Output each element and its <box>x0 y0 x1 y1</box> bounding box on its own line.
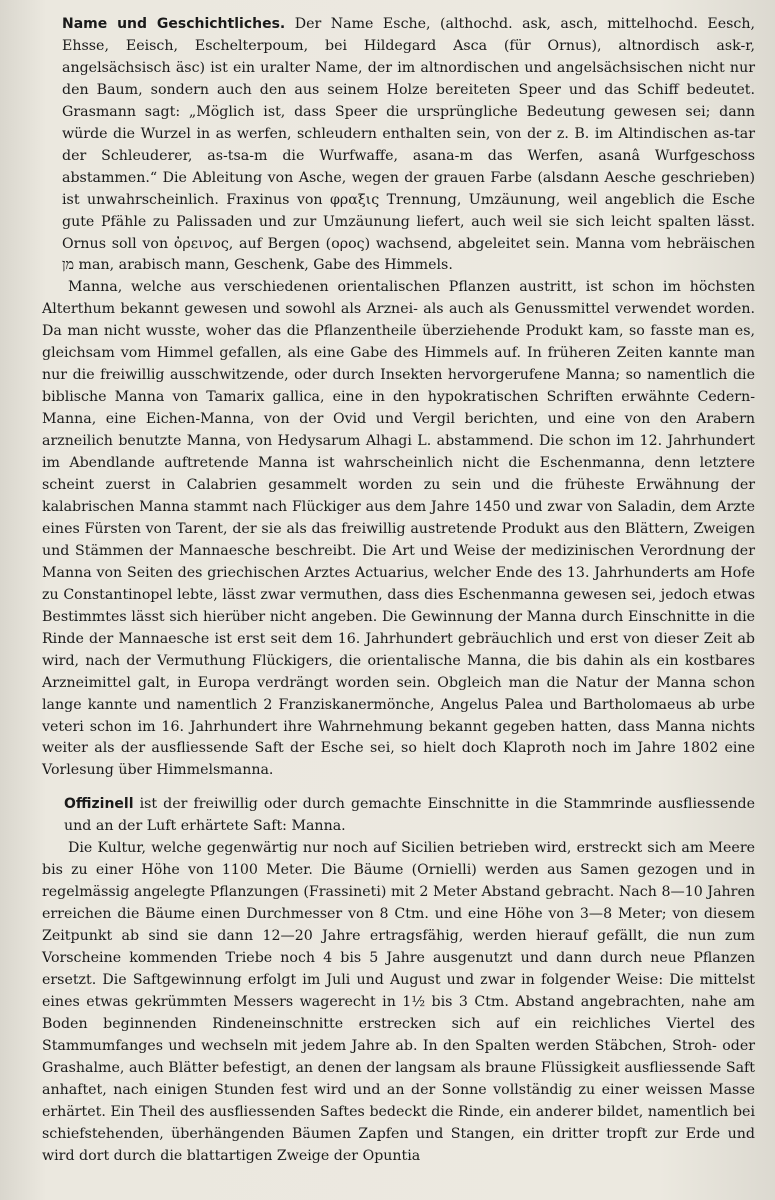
paragraph-offizinell <box>42 794 755 838</box>
paragraph-manna-history <box>42 277 755 782</box>
paragraph-name-history <box>42 14 755 277</box>
paragraph-text: Die Kultur, welche gegenwärtig nur noch auf Sicilien betrieben wird, erstreckt sich am Meere bis zu einer Höhe von 1100 Meter. Die Bäume (Ornielli) werden aus Samen gezogen und in regelmässig angelegte Pflanzungen (Frassineti) mit 2 Meter Abstand gebracht. Nach 8—10 Jahren erreichen die Bäume einen Durchmesser von 8 Ctm. und eine Höhe von 3—8 Meter; von diesem Zeitpunkt ab sind sie dann 12—20 Jahre ertragsfähig, werden hierauf gefällt, die nun zum Vorscheine kommenden Triebe noch 4 bis 5 Jahre ausgenutzt und dann durch neue Pflanzen ersetzt. Die Saftgewinnung erfolgt im Juli und August und zwar in folgender Weise: Die mittelst eines etwas gekrümmten Messers wagerecht in 1½ bis 3 Ctm. Abstand angebrachten, nahe am Boden beginnenden Rindeneinschnitte erstrecken sich auf ein reichliches Viertel des Stammumfanges und wechseln mit jedem Jahre ab. In den Spalten werden Stäbchen, Stroh- oder Grashalme, auch Blätter befestigt, an denen der langsam als braune Flüssigkeit ausfliessende Saft anhaftet, nach einigen Stunden fest wird und an der Sonne vollständig zu einer weissen Masse erhärtet. Ein Theil des ausfliessenden Saftes bedeckt die Rinde, ein anderer bildet, namentlich bei schiefstehenden, überhängenden Bäumen Zapfen und Stangen, ein dritter tropft zur Erde und wird dort durch die blattartigen Zweige der Opuntia <box>42 840 755 1164</box>
section-heading-name-history: Name und Geschichtliches. <box>62 16 286 32</box>
paragraph-text: Der Name Esche, (althochd. ask, asch, mittelhochd. Eesch, Ehsse, Eeisch, Eschelterpoum, bei Hildegard Asca (für Ornus), altnordisch ask-r, angelsächsisch äsc) ist ein uralter Name, der im altnordischen und angelsächsischen nicht nur den Baum, sondern auch den aus seinem Holze bereiteten Speer und das Schiff bedeutet. Grasmann sagt: „Möglich ist, dass Speer die ursprüngliche Bedeutung gewesen sei; dann würde die Wurzel in as werfen, schleudern enthalten sein, von der z. B. im Altindischen as-tar der Schleuderer, as-tsa-m die Wurfwaffe, asana-m das Werfen, asanâ Wurfgeschoss abstammen.“ Die Ableitung von Asche, wegen der grauen Farbe (alsdann Aesche geschrieben) ist unwahrscheinlich. Fraxinus von φραξις Trennung, Umzäunung, weil angeblich die Esche gute Pfähle zu Palissaden und zur Umzäunung liefert, auch weil sie sich leicht spalten lässt. Ornus soll von ὀρεινος, auf Bergen (ορος) wachsend, abgeleitet sein. Manna vom hebräischen מן man, arabisch mann, Geschenk, Gabe des Himmels. <box>62 16 755 274</box>
paragraph-text: Manna, welche aus verschiedenen orientalischen Pflanzen austritt, ist schon im höchsten Alterthum bekannt gewesen und sowohl als Arznei- als auch als Genussmittel verwendet worden. Da man nicht wusste, woher das die Pflanzentheile überziehende Produkt kam, so fasste man es, gleichsam vom Himmel gefallen, als eine Gabe des Himmels auf. In früheren Zeiten kannte man nur die freiwillig ausschwitzende, oder durch Insekten hervorgerufene Manna; so namentlich die biblische Manna von Tamarix gallica, eine in den hypokratischen Schriften erwähnte Cedern-Manna, eine Eichen-Manna, von der Ovid und Vergil berichten, und eine von den Arabern arzneilich benutzte Manna, von Hedysarum Alhagi L. abstammend. Die schon im 12. Jahrhundert im Abendlande auftretende Manna ist wahrscheinlich nicht die Eschenmanna, denn letztere scheint zuerst in Calabrien gesammelt worden zu sein und die früheste Erwähnung der kalabrischen Manna stammt nach Flückiger aus dem Jahre 1450 und zwar von Saladin, dem Arzte eines Fürsten von Tarent, der sie als das freiwillig austretende Produkt aus den Blättern, Zweigen und Stämmen der Mannaesche beschreibt. Die Art und Weise der medizinischen Verordnung der Manna von Seiten des griechischen Arztes Actuarius, welcher Ende des 13. Jahrhunderts am Hofe zu Constantinopel lebte, lässt zwar vermuthen, dass dies Eschenmanna gewesen sei, jedoch etwas Bestimmtes lässt sich hierüber nicht angeben. Die Gewinnung der Manna durch Einschnitte in die Rinde der Mannaesche ist erst seit dem 16. Jahrhundert gebräuchlich und erst von dieser Zeit ab wird, nach der Vermuthung Flückigers, die orientalische Manna, die bis dahin als ein kostbares Arzneimittel galt, in Europa verdrängt worden sein. Obgleich man die Natur der Manna schon lange kannte und namentlich 2 Franziskanermönche, Angelus Palea und Bartholomaeus ab urbe veteri schon im 16. Jahrhundert ihre Wahrnehmung bekannt gegeben hatten, dass Manna nichts weiter als der ausfliessende Saft der Esche sei, so hielt doch Klaproth noch im Jahre 1802 eine Vorlesung über Himmelsmanna. <box>42 279 755 779</box>
paragraph-cultivation <box>42 838 755 1167</box>
section-heading-offizinell: Offizinell <box>64 796 134 813</box>
paragraph-text: ist der freiwillig oder durch gemachte Einschnitte in die Stammrinde ausfliessende und an der Luft erhärtete Saft: Manna. <box>64 796 755 835</box>
